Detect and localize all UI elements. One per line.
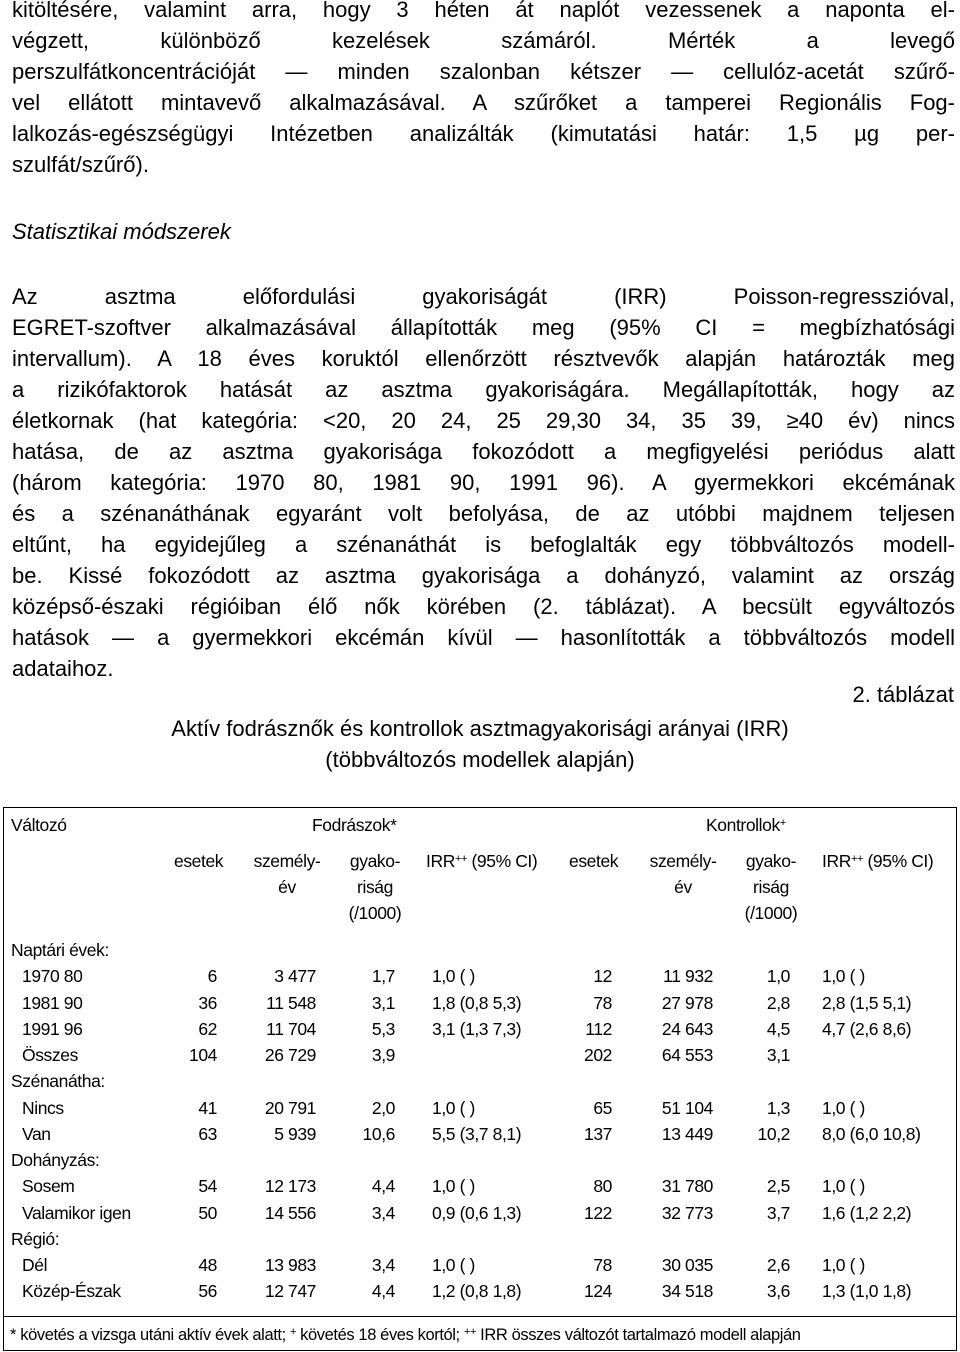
table-label: 2. táblázat: [852, 682, 954, 707]
controls-irr-cell: 1,0 ( ): [822, 966, 865, 986]
hairdressers-frequency-cell: 4,4: [371, 1176, 395, 1196]
hairdressers-person-years-cell: 13 983: [264, 1255, 316, 1275]
hairdressers-person-years-cell: 26 729: [264, 1045, 316, 1065]
controls-person-years-cell: 11 932: [663, 966, 713, 986]
text-line: szulfát/szűrő).: [12, 152, 149, 177]
row-label: Összes: [22, 1045, 78, 1065]
text-line: életkornak (hat kategória: <20, 20 24, 25 29,30 34, 35 39, ≥40 év) nincs: [12, 408, 955, 433]
controls-header-frequency-2: riság: [753, 877, 789, 897]
table-left-border: [3, 807, 4, 1350]
hairdressers-cases-cell: 56: [198, 1281, 217, 1301]
controls-person-years-cell: 34 518: [661, 1281, 713, 1301]
hairdressers-frequency-cell: 2,0: [371, 1098, 395, 1118]
row-label: Nincs: [22, 1098, 64, 1118]
controls-header-cases: esetek: [569, 851, 619, 871]
controls-cases-cell: 65: [593, 1098, 612, 1118]
hairdressers-person-years-cell: 3 477: [274, 966, 316, 986]
hairdressers-irr-cell: 1,0 ( ): [432, 1255, 475, 1275]
hairdressers-header-frequency-2: riság: [357, 877, 393, 897]
hairdressers-cases-cell: 6: [207, 966, 217, 986]
row-label: 1991 96: [22, 1019, 83, 1039]
hairdressers-cases-cell: 50: [198, 1203, 217, 1223]
hairdressers-frequency-cell: 3,1: [371, 993, 395, 1013]
controls-header-person-years-1: személy-: [649, 851, 717, 871]
text-line: hatása, de az asztma gyakorisága fokozódott a megfigyelési periódus alatt: [12, 439, 955, 464]
text-line: lalkozás-egészségügyi Intézetben analizálták (kimutatási határ: 1,5 µg per-: [12, 121, 955, 146]
table-top-border: [3, 807, 957, 808]
footnote-bottom-border: [3, 1350, 957, 1351]
text-line: és a szénanáthának egyaránt volt befolyása, de az utóbbi majdnem teljesen: [12, 501, 955, 526]
controls-irr-cell: 2,8 (1,5 5,1): [822, 993, 912, 1013]
controls-cases-cell: 124: [584, 1281, 612, 1301]
text-line: adataihoz.: [12, 656, 114, 681]
controls-frequency-cell: 2,5: [766, 1176, 790, 1196]
text-line: be. Kissé fokozódott az asztma gyakorisága a dohányzó, valamint az ország: [12, 563, 955, 588]
controls-cases-cell: 12: [593, 966, 612, 986]
controls-person-years-cell: 32 773: [661, 1203, 713, 1223]
hairdressers-person-years-cell: 12 747: [264, 1281, 316, 1301]
controls-header-irr: IRR++ (95% CI): [822, 851, 934, 871]
controls-frequency-cell: 10,2: [757, 1124, 790, 1144]
hairdressers-frequency-cell: 10,6: [362, 1124, 395, 1144]
controls-frequency-cell: 3,6: [766, 1281, 790, 1301]
text-line: Az asztma előfordulási gyakoriságát (IRR) Poisson-regresszióval,: [12, 284, 955, 309]
hairdressers-irr-cell: 1,0 ( ): [432, 1098, 475, 1118]
controls-person-years-cell: 51 104: [661, 1098, 713, 1118]
controls-person-years-cell: 13 449: [661, 1124, 713, 1144]
controls-superscript: +: [779, 817, 786, 829]
hairdressers-header-person-years-2: év: [278, 877, 296, 897]
controls-irr-cell: 1,0 ( ): [822, 1176, 865, 1196]
controls-person-years-cell: 30 035: [661, 1255, 713, 1275]
hairdressers-irr-cell: 1,8 (0,8 5,3): [432, 993, 522, 1013]
controls-irr-cell: 1,0 ( ): [822, 1098, 865, 1118]
hairdressers-frequency-cell: 3,4: [371, 1255, 395, 1275]
controls-frequency-cell: 3,1: [766, 1045, 790, 1065]
hairdressers-person-years-cell: 11 704: [266, 1019, 316, 1039]
hairdressers-cases-cell: 41: [198, 1098, 217, 1118]
row-group-label: Régió:: [11, 1229, 60, 1249]
table-bottom-border: [3, 1316, 957, 1317]
hairdressers-irr-cell: 1,2 (0,8 1,8): [432, 1281, 522, 1301]
controls-person-years-cell: 27 978: [661, 993, 713, 1013]
controls-header-frequency-3: (/1000): [744, 903, 798, 923]
controls-cases-cell: 112: [585, 1019, 612, 1039]
section-heading: Statisztikai módszerek: [12, 219, 231, 244]
text-line: hatások — a gyermekkori ekcémán kívül — hasonlították a többváltozós modell: [12, 625, 955, 650]
controls-irr-cell: 8,0 (6,0 10,8): [822, 1124, 921, 1144]
hairdressers-header-cases: esetek: [174, 851, 224, 871]
controls-person-years-cell: 31 780: [661, 1176, 713, 1196]
hairdressers-irr-cell: 1,0 ( ): [432, 1176, 475, 1196]
row-group-label: Szénanátha:: [11, 1071, 105, 1091]
hairdressers-cases-cell: 63: [198, 1124, 217, 1144]
text-line: a rizikófaktorok hatását az asztma gyakoriságára. Megállapították, hogy az: [12, 377, 955, 402]
controls-frequency-cell: 3,7: [766, 1203, 790, 1223]
text-line: vel ellátott mintavevő alkalmazásával. A szűrőket a tamperei Regionális Fog-: [12, 90, 955, 115]
hairdressers-header-person-years-1: személy-: [253, 851, 321, 871]
controls-cases-cell: 122: [584, 1203, 612, 1223]
controls-frequency-cell: 1,3: [766, 1098, 790, 1118]
text-line: (három kategória: 1970 80, 1981 90, 1991 96). A gyermekkori ekcémának: [12, 470, 955, 495]
hairdressers-cases-cell: 36: [198, 993, 217, 1013]
hairdressers-person-years-cell: 20 791: [264, 1098, 316, 1118]
table-right-border: [956, 807, 957, 1350]
row-label: Sosem: [22, 1176, 75, 1196]
hairdressers-irr-cell: 5,5 (3,7 8,1): [432, 1124, 522, 1144]
hairdressers-frequency-cell: 3,9: [371, 1045, 395, 1065]
row-label: Valamikor igen: [22, 1203, 131, 1223]
hairdressers-person-years-cell: 5 939: [274, 1124, 316, 1144]
table-footnote: * követés a vizsga utáni aktív évek alatt; + követés 18 éves kortól; ++ IRR összes változót tartalmazó modell alapján: [10, 1326, 801, 1344]
text-line: intervallum). A 18 éves koruktól ellenőrzött résztvevők alapján határozták meg: [12, 346, 955, 371]
row-group-label: Dohányzás:: [11, 1150, 100, 1170]
controls-cases-cell: 78: [593, 993, 612, 1013]
controls-irr-cell: 1,6 (1,2 2,2): [822, 1203, 912, 1223]
hairdressers-frequency-cell: 5,3: [371, 1019, 395, 1039]
controls-person-years-cell: 64 553: [661, 1045, 713, 1065]
controls-frequency-cell: 1,0: [766, 966, 790, 986]
controls-cases-cell: 137: [584, 1124, 612, 1144]
controls-cases-cell: 78: [593, 1255, 612, 1275]
controls-person-years-cell: 24 643: [661, 1019, 713, 1039]
hairdressers-irr-cell: 0,9 (0,6 1,3): [432, 1203, 522, 1223]
hairdressers-irr-cell: 3,1 (1,3 7,3): [432, 1019, 522, 1039]
hairdressers-person-years-cell: 11 548: [266, 993, 316, 1013]
controls-frequency-cell: 4,5: [766, 1019, 790, 1039]
hairdressers-cases-cell: 62: [198, 1019, 217, 1039]
controls-irr-cell: 1,3 (1,0 1,8): [822, 1281, 912, 1301]
controls-frequency-cell: 2,8: [766, 993, 790, 1013]
hairdressers-cases-cell: 48: [198, 1255, 217, 1275]
header-variable: Változó: [11, 815, 67, 835]
row-label: 1970 80: [22, 966, 83, 986]
controls-frequency-cell: 2,6: [766, 1255, 790, 1275]
text-line: EGRET-szoftver alkalmazásával állapították meg (95% CI = megbízhatósági: [12, 315, 955, 340]
row-group-label: Naptári évek:: [11, 940, 109, 960]
text-line: eltűnt, ha egyidejűleg a szénanáthát is befoglalták egy többváltozós modell-: [12, 532, 955, 557]
hairdressers-frequency-cell: 1,7: [371, 966, 395, 986]
controls-cases-cell: 80: [593, 1176, 612, 1196]
hairdressers-frequency-cell: 4,4: [371, 1281, 395, 1301]
controls-cases-cell: 202: [584, 1045, 612, 1065]
hairdressers-cases-cell: 104: [189, 1045, 217, 1065]
text-line: kitöltésére, valamint arra, hogy 3 héten át naplót vezessenek a naponta el-: [12, 0, 955, 22]
controls-irr-cell: 4,7 (2,6 8,6): [822, 1019, 912, 1039]
hairdressers-header-irr: IRR++ (95% CI): [426, 851, 538, 871]
hairdressers-header-frequency-1: gyako-: [349, 851, 401, 871]
text-line: középső-északi régióiban élő nők körében (2. táblázat). A becsült egyváltozós: [12, 594, 955, 619]
hairdressers-person-years-cell: 14 556: [264, 1203, 316, 1223]
hairdressers-header-frequency-3: (/1000): [348, 903, 402, 923]
hairdressers-irr-cell: 1,0 ( ): [432, 966, 475, 986]
hairdressers-person-years-cell: 12 173: [264, 1176, 316, 1196]
row-label: Van: [22, 1124, 51, 1144]
controls-header-person-years-2: év: [674, 877, 692, 897]
row-label: 1981 90: [22, 993, 83, 1013]
hairdressers-frequency-cell: 3,4: [371, 1203, 395, 1223]
row-label: Közép-Észak: [22, 1281, 121, 1301]
controls-irr-cell: 1,0 ( ): [822, 1255, 865, 1275]
row-label: Dél: [22, 1255, 48, 1275]
table-title-line-2: (többváltozós modellek alapján): [325, 747, 635, 772]
text-line: végzett, különböző kezelések számáról. Mérték a levegő: [12, 28, 955, 53]
header-group-controls: Kontrollok+: [706, 815, 786, 835]
hairdressers-cases-cell: 54: [198, 1176, 217, 1196]
header-group-hairdressers: Fodrászok*: [312, 815, 397, 835]
table-title-line-1: Aktív fodrásznők és kontrollok asztmagyakorisági arányai (IRR): [171, 716, 789, 741]
controls-header-frequency-1: gyako-: [745, 851, 797, 871]
text-line: perszulfátkoncentrációját — minden szalonban kétszer — cellulóz-acetát szűrő-: [12, 59, 955, 84]
